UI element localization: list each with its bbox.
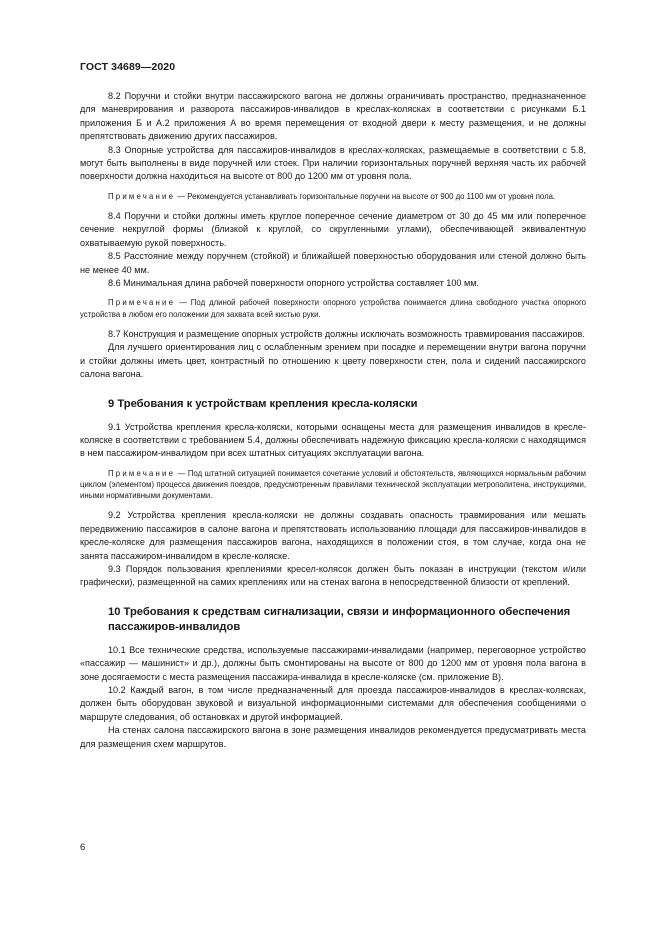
clause-9-3: 9.3 Порядок пользования креплениями кресел-колясок должен быть показан в инструкции (текстом и/или графически), размещенной на самих креплениях или на стенах вагона в непосредственной близости от креплений. <box>80 563 586 588</box>
note-1-text: — Рекомендуется устанавливать горизонтальные поручни на высоте от 900 до 1100 мм от уровня пола. <box>175 191 556 201</box>
clause-9-2: 9.2 Устройства крепления кресла-коляски не должны создавать опасность травмирования или мешать передвижению пассажиров в салоне вагона и препятствовать использованию площади для пассажиров-инвалидов в кресле-коляске для размещения пассажиров вагона, находящихся в положении стоя, в том случае, когда она не занята пассажиром-инвалидом в кресле-коляске. <box>80 510 586 561</box>
note-label: Примечание <box>108 298 176 308</box>
page-number: 6 <box>80 842 86 853</box>
document-header: ГОСТ 34689—2020 <box>80 61 176 73</box>
clause-8-7-continued: Для лучшего ориентирования лиц с ослабленным зрением при посадке и перемещении внутри вагона поручни и стойки должны иметь цвет, контрастный по отношению к цвету поверхности стен, пола и сидений пассажирского салона вагона. <box>80 342 586 380</box>
note-3 <box>80 468 586 502</box>
section-9-heading: 9 Требования к устройствам крепления кресла-коляски <box>108 397 418 410</box>
note-1 <box>80 191 586 202</box>
clause-8-3: 8.3 Опорные устройства для пассажиров-инвалидов в креслах-колясках, размещаемые в соответствии с 5.8, могут быть выполнены в виде поручней или стоек. При наличии горизонтальных поручней верхняя часть их рабочей поверхности должна находиться на высоте от 800 до 1200 мм от уровня пола. <box>80 144 586 182</box>
clause-9-1: 9.1 Устройства крепления кресла-коляски, которыми оснащены места для размещения инвалидов в кресле-коляске в соответствии с требованием 5.4, должны обеспечивать надежную фиксацию кресла-коляски с находящимся в нем пассажиром-инвалидом при всех штатных ситуациях эксплуатации вагона. <box>80 421 586 459</box>
section-10-heading: 10 Требования к средствам сигнализации, связи и информационного обеспечения пассажиров-инвалидов <box>108 605 571 633</box>
clause-8-7: 8.7 Конструкция и размещение опорных устройств должны исключать возможность травмирования пассажиров. <box>108 328 585 339</box>
clause-10-2: 10.2 Каждый вагон, в том числе предназначенный для проезда пассажиров-инвалидов в креслах-колясках, должен быть оборудован звуковой и визуальной информационными системами для обеспечения сообщениями о маршруте следования, об остановках и другой информацией. <box>80 685 586 722</box>
clause-8-4: 8.4 Поручни и стойки должны иметь круглое поперечное сечение диаметром от 30 до 45 мм или поперечное сечение некруглой формы (близкой к круглой, со скругленными углами), обеспечивающей эквивалентную охватываемую рукой поверхность. <box>80 211 586 248</box>
document-body <box>80 90 586 751</box>
note-label: Примечание <box>108 468 176 478</box>
note-label: Примечание <box>108 191 176 201</box>
clause-10-2-continued: На стенах салона пассажирского вагона в зоне размещения инвалидов рекомендуется предусматривать места для размещения схем маршрутов. <box>80 725 586 749</box>
note-2-text: — Под длиной рабочей поверхности опорного устройства понимается длина свободного участка опорного устройства в любом его положении для захвата всей кистью руки. <box>80 298 586 319</box>
clause-8-2: 8.2 Поручни и стойки внутри пассажирского вагона не должны ограничивать пространство, предназначенное для маневрирования и разворота пассажиров-инвалидов в креслах-колясках в соответствии с рисунками Б.1 приложения Б и А.2 приложения А во время перемещения от входной двери к месту размещения, и не должны препятствовать движению других пассажиров. <box>80 91 586 142</box>
note-2 <box>80 297 586 319</box>
note-3-text: — Под штатной ситуацией понимается сочетание условий и обстоятельств, являющихся нормальным рабочим циклом (элементом) процесса движения поездов, предусмотренным правилами технической эксплуатации метрополитена, инструкциями, иными нормативными документами. <box>80 468 586 501</box>
clause-8-5: 8.5 Расстояние между поручнем (стойкой) и ближайшей поверхностью оборудования или стеной должно быть не менее 40 мм. <box>80 251 586 275</box>
clause-10-1: 10.1 Все технические средства, используемые пассажирами-инвалидами (например, переговорное устройство «пассажир — машинист» и др.), должны быть смонтированы на высоте от 800 до 1200 мм от уровня пола вагона в зоне досягаемости с места размещения пассажира-инвалида в кресле-коляске (см. приложение В). <box>80 644 586 682</box>
clause-8-6: 8.6 Минимальная длина рабочей поверхности опорного устройства составляет 100 мм. <box>108 278 480 289</box>
